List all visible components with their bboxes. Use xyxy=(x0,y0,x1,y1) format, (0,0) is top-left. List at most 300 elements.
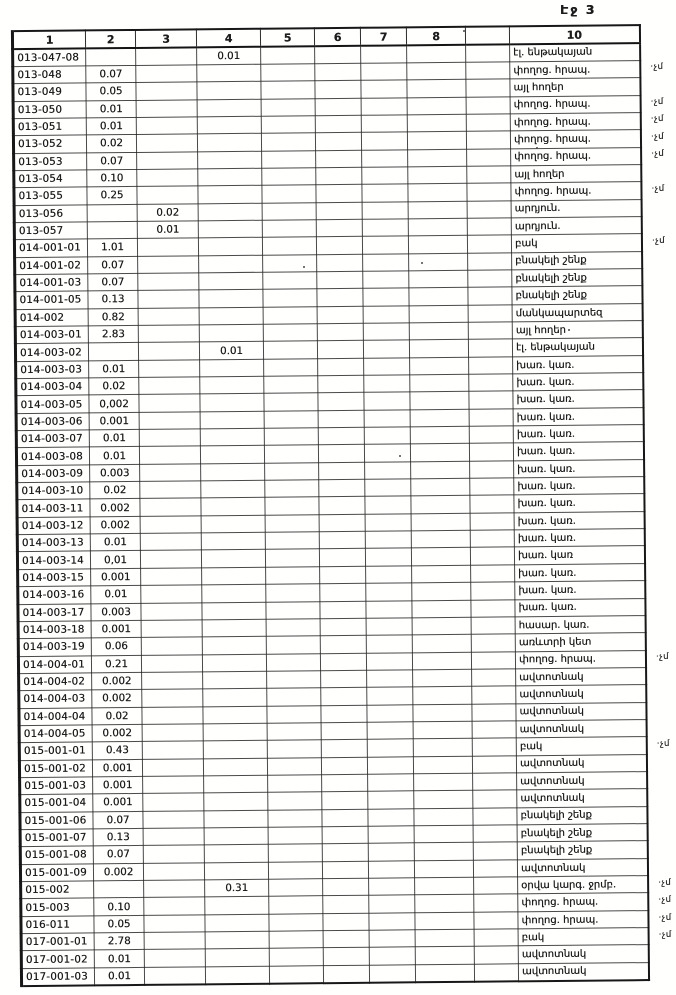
value-col4-cell xyxy=(198,238,262,256)
parcel-code-cell: 014-004-01 xyxy=(18,655,91,673)
empty-col5-cell xyxy=(269,896,323,914)
empty-col7-cell xyxy=(368,808,414,826)
value-col3-cell xyxy=(142,706,203,724)
value-col4-cell xyxy=(200,428,264,446)
empty-col9-cell xyxy=(468,287,512,305)
value-col4-cell xyxy=(202,636,266,654)
value-col2-cell: 0.02 xyxy=(86,135,136,153)
value-col2-cell: 0.02 xyxy=(89,377,139,395)
empty-col8-cell xyxy=(408,184,467,202)
value-col2-cell: 0.001 xyxy=(89,412,139,430)
empty-col6-cell xyxy=(320,601,366,619)
land-use-cell: փողոց. հրապ. xyxy=(510,130,640,149)
empty-col9-cell xyxy=(471,599,515,617)
empty-col8-cell xyxy=(414,808,473,826)
value-col3-cell xyxy=(144,897,205,915)
value-col4-cell xyxy=(199,255,263,273)
value-col4-cell xyxy=(201,480,265,498)
empty-col6-cell xyxy=(318,375,364,393)
value-col4-cell xyxy=(201,515,265,533)
empty-col7-cell xyxy=(361,132,407,150)
land-use-cell: փողոց. հրապ. xyxy=(511,182,641,201)
empty-col8-cell xyxy=(408,236,467,254)
value-col4-cell xyxy=(201,463,265,481)
empty-col8-cell xyxy=(408,149,467,167)
value-col2-cell: 0.82 xyxy=(88,308,138,326)
empty-col5-cell xyxy=(261,64,315,82)
value-col4-cell xyxy=(201,498,265,516)
empty-col8-cell xyxy=(409,305,468,323)
value-col3-cell xyxy=(136,134,197,152)
empty-col6-cell xyxy=(320,653,366,671)
empty-col6-cell xyxy=(316,237,362,255)
empty-col7-cell xyxy=(367,722,413,740)
value-col3-cell xyxy=(141,585,202,603)
scan-noise-dot xyxy=(536,147,538,149)
value-col2-cell: 0.002 xyxy=(93,863,143,881)
empty-col7-cell xyxy=(361,45,407,63)
empty-col7-cell xyxy=(369,930,415,948)
empty-col9-cell xyxy=(468,322,512,340)
column-header-3: 3 xyxy=(135,29,196,48)
empty-col6-cell xyxy=(317,254,363,272)
empty-col6-cell xyxy=(316,167,362,185)
value-col2-cell: 0.001 xyxy=(91,620,141,638)
value-col3-cell xyxy=(137,169,198,187)
value-col4-cell xyxy=(205,914,269,932)
land-use-cell: ավտոտնակ xyxy=(516,667,646,686)
empty-col9-cell xyxy=(474,929,518,947)
value-col3-cell xyxy=(142,758,203,776)
empty-col8-cell xyxy=(412,565,471,583)
scan-noise-dot xyxy=(568,329,570,331)
empty-col6-cell xyxy=(318,427,364,445)
value-col2-cell: 0,01 xyxy=(90,551,140,569)
empty-col9-cell xyxy=(467,183,511,201)
empty-col7-cell xyxy=(362,149,408,167)
value-col2-cell: 0.01 xyxy=(91,586,141,604)
empty-col8-cell xyxy=(407,114,466,132)
parcel-code-cell: 015-001-04 xyxy=(20,794,93,812)
empty-col5-cell xyxy=(264,428,318,446)
land-use-cell: փողոց. հրապ. xyxy=(510,112,640,131)
empty-col6-cell xyxy=(320,635,366,653)
value-col3-cell xyxy=(141,637,202,655)
value-col4-cell: 0.01 xyxy=(199,342,263,360)
value-col4-cell xyxy=(203,688,267,706)
value-col3-cell xyxy=(138,308,199,326)
empty-col7-cell xyxy=(367,670,413,688)
parcel-code-cell: 014-003-06 xyxy=(16,413,89,431)
value-col3-cell xyxy=(139,429,200,447)
value-col2-cell: 0.06 xyxy=(91,638,141,656)
empty-col7-cell xyxy=(368,860,414,878)
land-use-cell: խառ. կառ. xyxy=(513,373,643,392)
empty-col5-cell xyxy=(264,410,318,428)
parcel-code-cell: 015-001-06 xyxy=(20,812,93,830)
empty-col8-cell xyxy=(411,496,470,514)
value-col2-cell: 0.01 xyxy=(89,447,139,465)
land-use-cell: այլ հողեր xyxy=(510,78,640,97)
empty-col6-cell xyxy=(319,514,365,532)
empty-col9-cell xyxy=(467,200,511,218)
land-use-cell: խառ. կառ. xyxy=(513,442,643,461)
empty-col8-cell xyxy=(412,617,471,635)
value-col2-cell: 2.83 xyxy=(88,325,138,343)
value-col4-cell xyxy=(205,949,269,967)
empty-col9-cell xyxy=(469,409,513,427)
land-use-cell: խառ. կառ. xyxy=(513,425,643,444)
empty-col9-cell xyxy=(474,946,518,964)
value-col3-cell xyxy=(138,342,199,360)
empty-col7-cell xyxy=(368,843,414,861)
empty-col7-cell xyxy=(364,444,410,462)
land-use-cell: խառ. կառ. xyxy=(515,563,645,582)
margin-mark: ·չմ xyxy=(650,96,664,108)
value-col4-cell xyxy=(199,290,263,308)
parcel-code-cell: 014-003-18 xyxy=(18,621,91,639)
empty-col9-cell xyxy=(473,842,517,860)
empty-col6-cell xyxy=(323,965,369,983)
value-col4-cell xyxy=(203,758,267,776)
empty-col9-cell xyxy=(470,547,514,565)
value-col4-cell xyxy=(198,168,262,186)
value-col4-cell xyxy=(202,602,266,620)
land-use-cell: խառ. կառ. xyxy=(514,494,644,513)
empty-col6-cell xyxy=(315,133,361,151)
land-use-cell: խառ. կառ. xyxy=(514,459,644,478)
empty-col5-cell xyxy=(268,827,322,845)
parcel-code-cell: 013-048 xyxy=(13,66,86,84)
empty-col7-cell xyxy=(365,479,411,497)
empty-col7-cell xyxy=(361,115,407,133)
empty-col5-cell xyxy=(261,81,315,99)
empty-col7-cell xyxy=(363,253,409,271)
land-use-cell: բակ xyxy=(511,234,641,253)
land-use-cell: փողոց. հրապ. xyxy=(510,95,640,114)
parcel-code-cell: 014-004-04 xyxy=(19,707,92,725)
parcel-code-cell: 014-003-10 xyxy=(17,482,90,500)
parcel-code-cell: 017-001-01 xyxy=(21,933,94,951)
value-col3-cell xyxy=(140,550,201,568)
empty-col7-cell xyxy=(366,566,412,584)
empty-col9-cell xyxy=(473,807,517,825)
parcel-code-cell: 013-052 xyxy=(13,135,86,153)
empty-col5-cell xyxy=(263,341,317,359)
empty-col5-cell xyxy=(267,705,321,723)
value-col2-cell: 0.07 xyxy=(86,65,136,83)
value-col4-cell xyxy=(205,966,269,984)
parcel-code-cell: 014-001-02 xyxy=(15,257,88,275)
value-col4-cell xyxy=(197,116,261,134)
value-col3-cell xyxy=(140,533,201,551)
empty-col5-cell xyxy=(269,948,323,966)
value-col3-cell xyxy=(140,481,201,499)
empty-col5-cell xyxy=(268,792,322,810)
empty-col9-cell xyxy=(470,478,514,496)
empty-col8-cell xyxy=(413,721,472,739)
value-col4-cell xyxy=(198,151,262,169)
empty-col9-cell xyxy=(471,582,515,600)
value-col2-cell: 0.10 xyxy=(87,169,137,187)
parcel-code-cell: 015-001-01 xyxy=(19,742,92,760)
empty-col7-cell xyxy=(364,358,410,376)
empty-col8-cell xyxy=(410,444,469,462)
empty-col8-cell xyxy=(410,392,469,410)
empty-col6-cell xyxy=(321,670,367,688)
value-col3-cell xyxy=(144,949,205,967)
value-col2-cell: 2.78 xyxy=(94,932,144,950)
value-col4-cell xyxy=(204,845,268,863)
empty-col6-cell xyxy=(315,98,361,116)
parcel-code-cell: 015-002 xyxy=(21,881,94,899)
value-col2-cell: 0.07 xyxy=(88,256,138,274)
empty-col7-cell xyxy=(364,427,410,445)
land-use-cell: ավտոտնակ xyxy=(518,945,648,964)
empty-col9-cell xyxy=(474,894,518,912)
land-use-cell: այլ հողեր xyxy=(511,165,641,184)
empty-col9-cell xyxy=(472,686,516,704)
value-col2-cell: 0.003 xyxy=(90,464,140,482)
empty-col9-cell xyxy=(469,391,513,409)
empty-col8-cell xyxy=(410,409,469,427)
value-col4-cell xyxy=(200,376,264,394)
parcel-code-cell: 017-001-02 xyxy=(21,950,94,968)
empty-col7-cell xyxy=(366,635,412,653)
empty-col9-cell xyxy=(473,773,517,791)
empty-col8-cell xyxy=(412,652,471,670)
empty-col9-cell xyxy=(468,270,512,288)
margin-mark: ·չմ xyxy=(650,114,664,125)
value-col2-cell: 0.02 xyxy=(90,482,140,500)
value-col3-cell xyxy=(141,654,202,672)
value-col2-cell: 0.21 xyxy=(91,655,141,673)
value-col4-cell xyxy=(197,81,261,99)
empty-col9-cell xyxy=(473,790,517,808)
land-use-cell: բակ xyxy=(516,737,646,756)
value-col4-cell xyxy=(200,411,264,429)
value-col4-cell: 0.31 xyxy=(205,879,269,897)
empty-col7-cell xyxy=(362,167,408,185)
empty-col8-cell xyxy=(414,843,473,861)
value-col2-cell: 0.10 xyxy=(94,898,144,916)
empty-col5-cell xyxy=(262,168,316,186)
value-col2-cell: 0.07 xyxy=(87,152,137,170)
empty-col5-cell xyxy=(263,254,317,272)
empty-col6-cell xyxy=(315,63,361,81)
value-col4-cell xyxy=(200,446,264,464)
empty-col8-cell xyxy=(407,79,466,97)
value-col4-cell xyxy=(203,740,267,758)
value-col2-cell: 0.02 xyxy=(92,707,142,725)
empty-col7-cell xyxy=(361,63,407,81)
land-use-cell: ավտոտնակ xyxy=(516,754,646,773)
value-col4-cell xyxy=(199,324,263,342)
land-use-cell: օրվա կարգ. ջրմբ. xyxy=(518,876,648,895)
value-col3-cell xyxy=(143,793,204,811)
empty-col9-cell xyxy=(473,825,517,843)
empty-col8-cell xyxy=(411,513,470,531)
empty-col9-cell xyxy=(468,339,512,357)
parcel-code-cell: 013-057 xyxy=(14,222,87,240)
value-col2-cell xyxy=(88,343,138,361)
empty-col5-cell xyxy=(266,584,320,602)
value-col4-cell xyxy=(203,671,267,689)
empty-col9-cell xyxy=(467,218,511,236)
land-use-cell: ավտոտնակ xyxy=(516,702,646,721)
empty-col8-cell xyxy=(415,877,474,895)
empty-col8-cell xyxy=(413,756,472,774)
land-use-cell: ավտոտնակ xyxy=(516,719,646,738)
value-col4-cell xyxy=(197,99,261,117)
empty-col6-cell xyxy=(323,930,369,948)
empty-col8-cell xyxy=(414,825,473,843)
land-use-cell: հասար. կառ. xyxy=(515,615,645,634)
empty-col6-cell xyxy=(323,896,369,914)
parcel-code-cell: 014-003-08 xyxy=(16,447,89,465)
value-col3-cell xyxy=(138,325,199,343)
empty-col6-cell xyxy=(315,46,361,64)
empty-col9-cell xyxy=(466,62,510,80)
empty-col8-cell xyxy=(413,738,472,756)
empty-col5-cell xyxy=(267,757,321,775)
empty-col8-cell xyxy=(414,860,473,878)
parcel-code-cell: 015-003 xyxy=(21,898,94,916)
empty-col5-cell xyxy=(265,462,319,480)
empty-col6-cell xyxy=(323,948,369,966)
empty-col7-cell xyxy=(369,895,415,913)
empty-col6-cell xyxy=(319,462,365,480)
value-col2-cell: 0.05 xyxy=(86,83,136,101)
land-use-cell: բնակելի շենք xyxy=(517,806,647,825)
empty-col7-cell xyxy=(366,618,412,636)
empty-col9-cell xyxy=(467,148,511,166)
value-col4-cell xyxy=(197,133,261,151)
empty-col6-cell xyxy=(319,549,365,567)
value-col3-cell xyxy=(143,845,204,863)
empty-col7-cell xyxy=(365,462,411,480)
parcel-code-cell: 015-001-03 xyxy=(20,777,93,795)
value-col2-cell: 0.07 xyxy=(88,273,138,291)
value-col3-cell xyxy=(138,273,199,291)
empty-col9-cell xyxy=(471,651,515,669)
empty-col8-cell xyxy=(410,374,469,392)
empty-col5-cell xyxy=(262,220,316,238)
value-col2-cell: 0.07 xyxy=(93,811,143,829)
empty-col5-cell xyxy=(267,740,321,758)
empty-col5-cell xyxy=(269,965,323,983)
empty-col9-cell xyxy=(474,964,518,982)
empty-col7-cell xyxy=(363,323,409,341)
value-col3-cell xyxy=(139,446,200,464)
empty-col5-cell xyxy=(261,98,315,116)
value-col4-cell xyxy=(204,862,268,880)
empty-col8-cell xyxy=(411,461,470,479)
empty-col8-cell xyxy=(412,600,471,618)
land-use-cell: խառ. կառ. xyxy=(513,407,643,426)
land-use-cell: ավտոտնակ xyxy=(517,789,647,808)
value-col3-cell xyxy=(137,238,198,256)
parcel-code-cell: 014-001-03 xyxy=(15,274,88,292)
parcel-code-cell: 014-004-02 xyxy=(19,673,92,691)
land-use-cell: խառ. կառ. xyxy=(515,598,645,617)
column-header-5: 5 xyxy=(260,28,314,47)
land-use-cell: բնակելի շենք xyxy=(517,824,647,843)
column-header-6: 6 xyxy=(314,28,360,46)
land-use-cell: խառ. կառ. xyxy=(514,511,644,530)
empty-col5-cell xyxy=(268,809,322,827)
empty-col7-cell xyxy=(362,219,408,237)
scan-noise-dot xyxy=(463,30,465,32)
column-header-blank xyxy=(465,26,509,44)
value-col3-cell xyxy=(144,880,205,898)
empty-col7-cell xyxy=(369,947,415,965)
value-col4-cell xyxy=(203,723,267,741)
table-scan-area xyxy=(11,24,676,987)
parcel-code-cell: 014-003-19 xyxy=(18,638,91,656)
empty-col7-cell xyxy=(363,288,409,306)
margin-mark: ·չմ xyxy=(650,62,664,73)
empty-col7-cell xyxy=(364,392,410,410)
value-col3-cell: 0.01 xyxy=(137,221,198,239)
value-col2-cell: 0.13 xyxy=(88,291,138,309)
parcel-code-cell: 015-001-02 xyxy=(19,759,92,777)
value-col3-cell xyxy=(141,602,202,620)
value-col4-cell xyxy=(205,931,269,949)
empty-col7-cell xyxy=(361,97,407,115)
value-col4-cell xyxy=(197,64,261,82)
empty-col9-cell xyxy=(467,235,511,253)
value-col2-cell: 0,002 xyxy=(89,395,139,413)
empty-col8-cell xyxy=(414,791,473,809)
value-col3-cell xyxy=(142,672,203,690)
value-col3-cell xyxy=(144,932,205,950)
empty-col6-cell xyxy=(316,185,362,203)
value-col2-cell: 0.001 xyxy=(91,568,141,586)
land-use-cell: խառ. կառ. xyxy=(514,529,644,548)
empty-col6-cell xyxy=(320,583,366,601)
value-col3-cell xyxy=(143,862,204,880)
value-col3-cell xyxy=(142,689,203,707)
value-col4-cell xyxy=(204,827,268,845)
land-use-cell: մանկապարտեզ xyxy=(512,303,642,322)
margin-mark: ·չմ xyxy=(650,131,665,142)
empty-col9-cell xyxy=(468,252,512,270)
value-col3-cell xyxy=(141,620,202,638)
parcel-code-cell: 014-001-05 xyxy=(15,291,88,309)
value-col4-cell xyxy=(203,706,267,724)
parcel-code-cell: 014-003-02 xyxy=(15,343,88,361)
empty-col6-cell xyxy=(317,323,363,341)
value-col3-cell xyxy=(142,724,203,742)
empty-col6-cell xyxy=(322,774,368,792)
empty-col6-cell xyxy=(322,809,368,827)
empty-col9-cell xyxy=(470,513,514,531)
value-col2-cell: 0.002 xyxy=(92,672,142,690)
land-use-cell: խառ. կառ xyxy=(514,546,644,565)
empty-col8-cell xyxy=(409,340,468,358)
empty-col8-cell xyxy=(410,426,469,444)
empty-col9-cell xyxy=(470,495,514,513)
empty-col5-cell xyxy=(263,272,317,290)
empty-col5-cell xyxy=(266,567,320,585)
value-col2-cell xyxy=(87,204,137,222)
parcel-code-cell: 014-001-01 xyxy=(14,239,87,257)
parcel-code-cell: 014-003-13 xyxy=(17,534,90,552)
value-col2-cell xyxy=(86,48,136,66)
value-col4-cell xyxy=(204,792,268,810)
parcel-code-cell: 014-003-01 xyxy=(15,326,88,344)
